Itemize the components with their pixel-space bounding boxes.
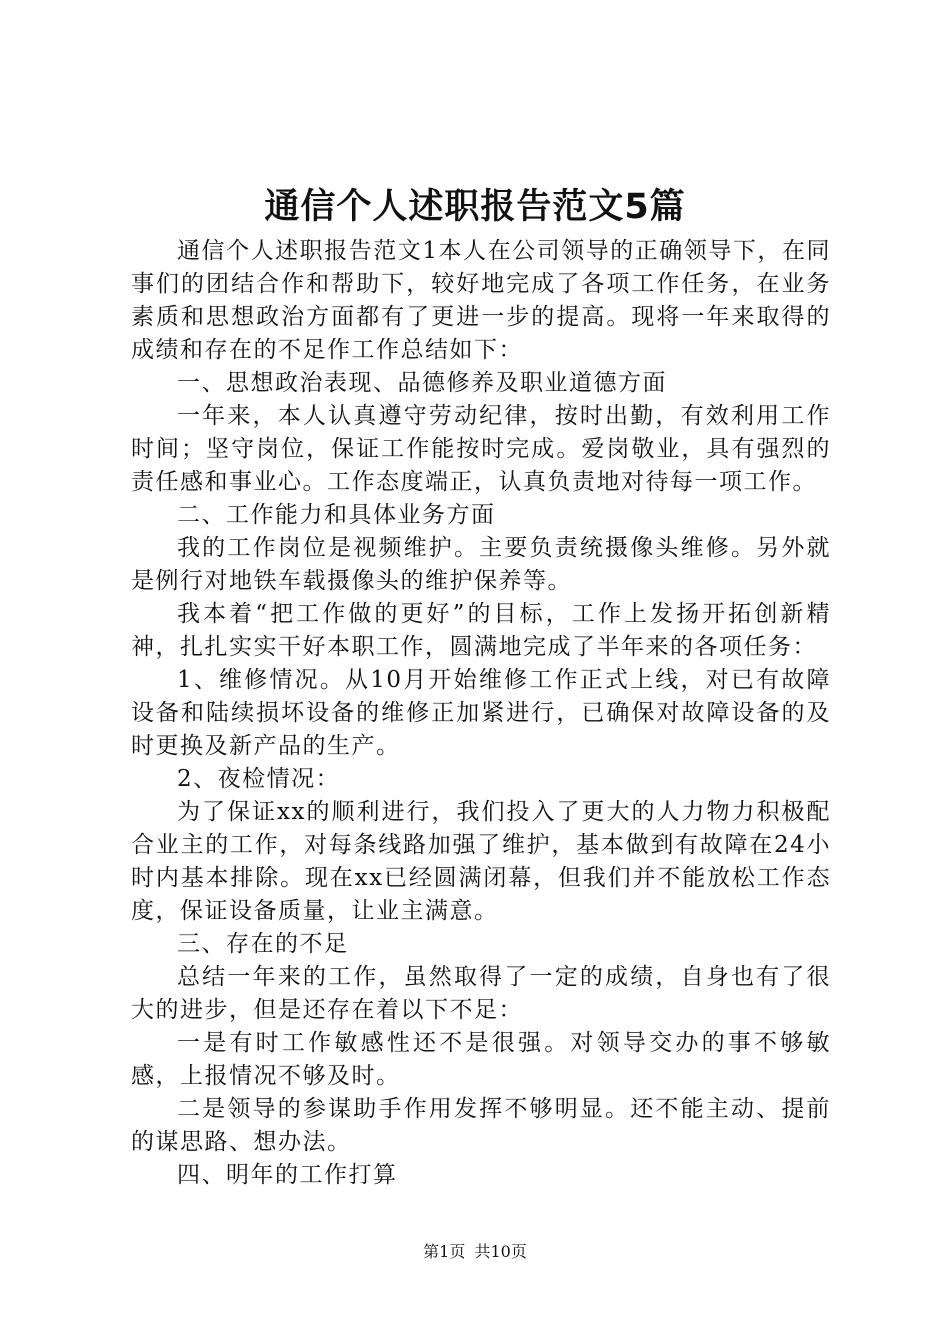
paragraph: 一年来，本人认真遵守劳动纪律，按时出勤，有效利用工作时间；坚守岗位，保证工作能按时完成。爱岗敬业，具有强烈的责任感和事业心。工作态度端正，认真负责地对待每一项工作。 bbox=[131, 403, 831, 495]
paragraph: 总结一年来的工作，虽然取得了一定的成绩，自身也有了很大的进步，但是还存在着以下不足： bbox=[131, 964, 831, 1023]
page-total: 共10页 bbox=[474, 1242, 527, 1261]
document-title: 通信个人述职报告范文5篇 bbox=[264, 187, 686, 227]
document-body bbox=[131, 235, 831, 1192]
section-heading: 四、明年的工作打算 bbox=[177, 1162, 398, 1188]
paragraph: 我的工作岗位是视频维护。主要负责统摄像头维修。另外就是例行对地铁车载摄像头的维护保养等。 bbox=[131, 535, 831, 594]
paragraph: 二是领导的参谋助手作用发挥不够明显。还不能主动、提前的谋思路、想办法。 bbox=[131, 1096, 831, 1155]
paragraph: 一是有时工作敏感性还不是很强。对领导交办的事不够敏感，上报情况不够及时。 bbox=[131, 1030, 831, 1089]
page-footer bbox=[0, 1240, 950, 1264]
paragraph: 为了保证xx的顺利进行，我们投入了更大的人力物力积极配合业主的工作，对每条线路加强了维护，基本做到有故障在24小时内基本排除。现在xx已经圆满闭幕，但我们并不能放松工作态度，保证设备质量，让业主满意。 bbox=[131, 799, 831, 924]
paragraph: 我本着“把工作做的更好”的目标，工作上发扬开拓创新精神，扎扎实实干好本职工作，圆满地完成了半年来的各项任务： bbox=[131, 601, 831, 660]
section-heading: 二、工作能力和具体业务方面 bbox=[177, 502, 496, 528]
section-heading: 一、思想政治表现、品德修养及职业道德方面 bbox=[177, 370, 667, 396]
section-heading: 三、存在的不足 bbox=[177, 931, 349, 957]
page-number: 第1页 bbox=[423, 1242, 466, 1261]
subsection-heading: 2、夜检情况： bbox=[177, 766, 341, 792]
paragraph: 通信个人述职报告范文1本人在公司领导的正确领导下，在同事们的团结合作和帮助下，较好地完成了各项工作任务，在业务素质和思想政治方面都有了更进一步的提高。现将一年来取得的成绩和存在的不足作工作总结如下： bbox=[131, 238, 831, 363]
paragraph: 1、维修情况。从10月开始维修工作正式上线，对已有故障设备和陆续损坏设备的维修正加紧进行，已确保对故障设备的及时更换及新产品的生产。 bbox=[131, 667, 831, 759]
